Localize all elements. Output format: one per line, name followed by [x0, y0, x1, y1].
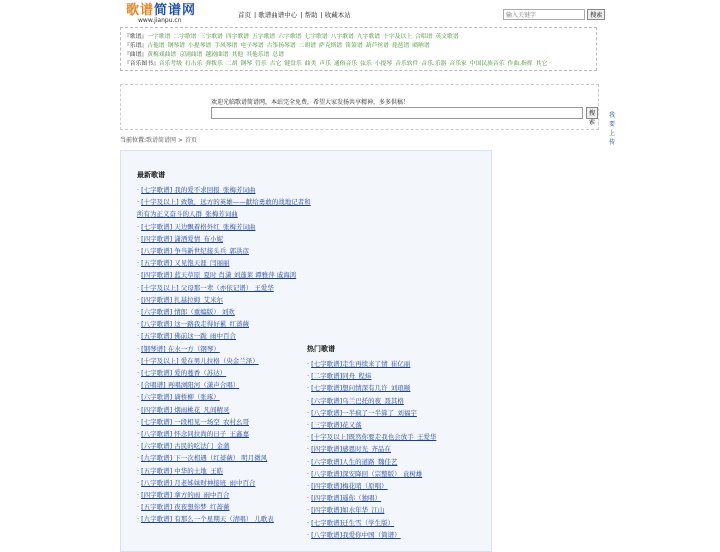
- category-link[interactable]: 钢琴谱: [167, 43, 186, 49]
- list-item: [137, 452, 312, 464]
- score-link[interactable]: [七字歌谱]想问情深有几许_刘琅颐: [311, 384, 411, 393]
- bullet: ·: [137, 503, 140, 512]
- list-item: [307, 480, 487, 492]
- category-link[interactable]: 总谱: [272, 52, 285, 58]
- category-link[interactable]: 小提琴: [374, 61, 393, 67]
- category-box: [120, 27, 597, 71]
- category-row: [124, 60, 593, 69]
- bullet: ·: [137, 283, 140, 292]
- score-link[interactable]: [七字歌谱] 我的爱不求回报_张梅芳词曲: [141, 186, 256, 194]
- category-link[interactable]: 吉他谱: [147, 43, 165, 49]
- score-link[interactable]: [六字歌谱] 古民的吃法门_金蒲: [141, 442, 230, 451]
- bullet: ·: [137, 369, 140, 378]
- list-item: [137, 428, 312, 440]
- score-link[interactable]: [七字歌谱] 天边飘着格外红_张梅芳词曲: [141, 222, 256, 231]
- upload-link[interactable]: 我要上传: [609, 112, 616, 146]
- latest-title: 最新歌谱: [137, 171, 165, 179]
- score-link[interactable]: [二字歌谱]同舟_程炜: [311, 372, 372, 381]
- category-link[interactable]: 九字歌谱: [356, 34, 381, 40]
- score-link[interactable]: [八字歌谱]深安降回（宗整版） 袁树雄: [311, 469, 423, 478]
- bullet: ·: [307, 360, 310, 368]
- list-item: [307, 529, 487, 541]
- list-item: [137, 282, 312, 294]
- category-link[interactable]: 古筝扬琴谱: [266, 43, 296, 49]
- score-link[interactable]: [四字歌谱]遥你（独唱）: [311, 494, 382, 503]
- list-item: [137, 343, 312, 355]
- category-link[interactable]: 键盘乐: [284, 61, 302, 67]
- score-link[interactable]: [十字及以上] 父母那一辈（亦依记谱） 王爱华: [141, 283, 274, 292]
- category-link[interactable]: 手风琴谱: [214, 43, 238, 49]
- score-link[interactable]: [钢琴谱] 在水一方（钢琴）: [141, 344, 220, 353]
- bullet: ·: [137, 186, 140, 194]
- bullet: ·: [137, 478, 140, 487]
- bullet: ·: [137, 356, 140, 365]
- category-link[interactable]: 葫芦丝谱: [365, 43, 389, 49]
- score-link[interactable]: [五字歌谱] 中华的土地_王皓: [141, 466, 223, 475]
- breadcrumb-path[interactable]: 歌谱简谱网 > 首页: [146, 137, 197, 144]
- nav-home[interactable]: 首页: [238, 11, 251, 19]
- category-row: [124, 51, 593, 60]
- category-link[interactable]: 七字歌谱: [304, 34, 328, 40]
- score-link[interactable]: [八字歌谱] 月老姊妹财神接班_雨中百合: [141, 478, 256, 487]
- bullet: ·: [307, 469, 310, 478]
- bullet: ·: [137, 234, 140, 243]
- category-link[interactable]: 电子琴谱: [240, 43, 264, 49]
- score-link[interactable]: [六字歌谱] 情郎（重编版） 刘欢: [141, 308, 235, 317]
- list-item: [137, 513, 312, 525]
- top-search-button[interactable]: 搜索: [587, 9, 605, 20]
- bullet: ·: [137, 344, 140, 353]
- category-link[interactable]: 曲类: [304, 61, 317, 67]
- list-item: [137, 391, 312, 403]
- list-item: [137, 416, 312, 428]
- logo-text-blue: 简谱网: [154, 3, 197, 18]
- score-link[interactable]: [七字歌谱] 一段相见一场空_农村幺哥: [141, 417, 249, 426]
- list-item: [307, 468, 487, 480]
- bullet: ·: [307, 396, 310, 405]
- list-item: [137, 440, 312, 452]
- bullet: ·: [307, 457, 310, 466]
- breadcrumb-label: 当前位置:: [120, 137, 147, 144]
- score-link[interactable]: [五字歌谱] 又见饱天涯_闫丽丽: [141, 259, 230, 268]
- bullet: ·: [137, 222, 140, 231]
- bullet: ·: [137, 259, 140, 268]
- list-item: [137, 367, 312, 379]
- score-link[interactable]: [三字歌谱]花又落: [311, 421, 362, 430]
- bullet: ·: [137, 466, 140, 475]
- score-link[interactable]: [七字歌谱] 爱的蔓香（苏达）: [141, 369, 227, 378]
- category-name: 『乐谱』: [124, 43, 148, 49]
- category-link[interactable]: 其他: [231, 52, 244, 58]
- score-link[interactable]: [八字歌谱] 这一路我走得好累_红蔷薇: [141, 320, 249, 329]
- bullet: ·: [137, 454, 140, 463]
- category-name: 『音乐图书』: [124, 61, 159, 67]
- bullet: ·: [307, 445, 310, 454]
- bullet: ·: [307, 506, 310, 515]
- bullet: ·: [137, 515, 140, 524]
- list-item: [307, 419, 487, 431]
- score-link[interactable]: [九字歌谱] 有那么一个星期天（清唱） 儿歌表: [141, 515, 274, 524]
- welcome-message: 欢迎光临歌谱简谱网，本站完全免费，希望大家发扬共享精神，多多供稿！: [211, 99, 410, 106]
- score-link[interactable]: [九字歌谱] 下一次相遇（红蔷薇） 明月微风: [141, 454, 268, 463]
- category-link[interactable]: 音乐家: [449, 61, 467, 67]
- bullet: ·: [307, 518, 310, 527]
- list-item: [137, 184, 312, 196]
- bullet: ·: [307, 433, 310, 442]
- list-item: [307, 407, 487, 419]
- category-link[interactable]: 十字及以上: [383, 34, 413, 40]
- category-name: 『曲谱』: [124, 52, 148, 58]
- list-item: [137, 355, 312, 367]
- category-link[interactable]: 通俗音乐: [333, 61, 358, 67]
- list-item: [137, 477, 312, 489]
- list-item: [137, 489, 312, 501]
- list-item: [137, 330, 312, 342]
- score-link[interactable]: [四字歌谱] 蓝天草原_夏时 肖潇 刘蓬莱 谭雅萍 戚海鸿: [141, 271, 297, 280]
- score-link[interactable]: [七字歌谱]走生再续来了情_崔亿丽: [311, 360, 411, 368]
- category-link[interactable]: 吉它: [269, 61, 282, 67]
- bullet: ·: [307, 372, 310, 381]
- category-link[interactable]: 打击乐: [185, 61, 203, 67]
- list-item: [137, 233, 312, 245]
- category-link[interactable]: 音乐考级: [158, 61, 182, 67]
- score-link[interactable]: [八字歌谱] 怀念同拉尚的日子_王鑫嘉: [141, 430, 249, 439]
- bullet: ·: [307, 482, 310, 491]
- list-item: [137, 404, 312, 416]
- score-link[interactable]: [十字及以上] 爱在男儿拉格（央金兰泽）: [141, 356, 259, 365]
- category-link[interactable]: 三字歌谱: [199, 34, 223, 40]
- category-link[interactable]: 二字歌谱: [173, 34, 197, 40]
- category-link[interactable]: 四字歌谱: [225, 34, 250, 40]
- list-item: [137, 306, 312, 318]
- logo-url: www.jianpu.cn: [138, 17, 182, 24]
- score-link[interactable]: [八字歌谱]我爱你中国（简谱）: [311, 530, 401, 539]
- bullet: ·: [137, 332, 140, 341]
- hot-title: 热门歌谱: [307, 345, 335, 353]
- bullet: ·: [137, 271, 140, 280]
- category-row: [124, 42, 593, 51]
- bullet: ·: [137, 393, 140, 402]
- top-search-input[interactable]: [503, 9, 585, 20]
- list-item: [137, 245, 312, 257]
- list-item: [137, 257, 312, 269]
- score-link[interactable]: [五字歌谱] 夜夜想你梦_红蔷薇: [141, 503, 230, 512]
- score-link[interactable]: [六字歌谱] 谪桥柳（张琢）: [141, 393, 220, 402]
- score-link[interactable]: [六字歌谱]乌兰巴托的夜_聂其格: [311, 396, 404, 405]
- category-link[interactable]: 一字歌谱: [147, 34, 171, 40]
- list-item: [137, 269, 312, 281]
- category-link[interactable]: 五字歌谱: [252, 34, 276, 40]
- logo-text-orange: 歌谱: [126, 3, 155, 18]
- bullet: ·: [307, 384, 310, 393]
- bullet: ·: [137, 405, 140, 414]
- list-item: [137, 221, 312, 233]
- category-name: 『歌谱』: [124, 34, 148, 40]
- content-panel: [120, 150, 492, 552]
- bullet: ·: [307, 530, 310, 539]
- category-link[interactable]: 管乐: [255, 61, 267, 67]
- score-link[interactable]: [合唱谱] 再唱浏阳河（潇声合唱）: [141, 381, 240, 390]
- category-link[interactable]: 黄梅戏曲谱: [147, 52, 177, 58]
- list-item: [307, 443, 487, 455]
- list-item: [307, 395, 487, 407]
- list-item: [307, 504, 487, 516]
- list-item: [307, 517, 487, 529]
- category-link[interactable]: 越剧曲谱: [205, 52, 229, 58]
- list-item: [137, 465, 312, 477]
- category-link[interactable]: 作曲.指挥: [507, 61, 533, 67]
- category-link[interactable]: 萨克斯谱: [319, 43, 343, 49]
- list-item: [137, 379, 312, 391]
- category-link[interactable]: 八字歌谱: [330, 34, 354, 40]
- category-link[interactable]: 合唱谱: [415, 34, 433, 40]
- latest-scores: [137, 170, 312, 526]
- list-item: [307, 431, 487, 443]
- nav-bookmark[interactable]: 收藏本站: [324, 11, 351, 19]
- bullet: ·: [137, 381, 140, 390]
- category-link[interactable]: 音乐软件: [395, 61, 419, 67]
- hot-list: [307, 358, 487, 541]
- list-item: [137, 196, 312, 220]
- score-link[interactable]: [六字歌谱]人生的道路_魏佳艺: [311, 457, 398, 466]
- list-item: [307, 358, 487, 370]
- main-search-button[interactable]: 搜索: [586, 107, 598, 119]
- category-link[interactable]: 二胡: [225, 61, 238, 67]
- category-link[interactable]: 弦乐: [360, 61, 372, 67]
- bullet: ·: [307, 494, 310, 503]
- main-search-input[interactable]: [211, 107, 583, 119]
- category-link[interactable]: 琵琶谱: [391, 43, 410, 49]
- list-item: [137, 318, 312, 330]
- list-item: [307, 492, 487, 504]
- category-link[interactable]: 笛箫谱: [345, 43, 363, 49]
- site-logo[interactable]: [126, 4, 196, 24]
- list-item: [307, 382, 487, 394]
- score-link[interactable]: [七字歌谱]迁生雪（学生版）: [311, 518, 395, 527]
- bullet: ·: [137, 308, 140, 317]
- header: [0, 0, 720, 24]
- bullet: ·: [137, 417, 140, 426]
- category-link[interactable]: 小提琴谱: [188, 43, 212, 49]
- score-link[interactable]: [四字歌谱] 潇洒爱情_布小妮: [141, 234, 223, 243]
- latest-list: [137, 184, 312, 526]
- category-link[interactable]: 钢琴: [240, 61, 253, 67]
- score-link[interactable]: [十字及以上] 致敬，远方的英雄——献给勇敢的战地记者和所有为正义奋斗的人群_张梅芳词曲: [137, 198, 311, 219]
- bullet: ·: [137, 198, 140, 207]
- category-row: [124, 33, 593, 42]
- category-link[interactable]: 声乐: [319, 61, 331, 67]
- category-link[interactable]: 音乐.乐器: [421, 61, 447, 67]
- score-link[interactable]: [八字歌谱] 争当新世纪接头兵_郭洪彦: [141, 247, 249, 256]
- score-link[interactable]: [四字歌谱] 烟雨桃花_凡间精灵: [141, 405, 230, 414]
- list-item: [137, 501, 312, 513]
- top-search: [503, 9, 605, 20]
- category-link[interactable]: 其它: [535, 61, 548, 67]
- bullet: ·: [307, 408, 310, 417]
- hot-scores: [307, 344, 487, 541]
- score-link[interactable]: [五字歌谱] 佛前这一跪_雨中百合: [141, 332, 236, 341]
- list-item: [307, 456, 487, 468]
- category-link[interactable]: 英文歌谱: [435, 34, 459, 40]
- category-link[interactable]: 六字歌谱: [278, 34, 302, 40]
- score-link[interactable]: [四字歌谱] 扎基拉姆_艾米尔: [141, 295, 223, 304]
- list-item: [137, 294, 312, 306]
- score-link[interactable]: [四字歌谱]梅花哨（原唱）: [311, 482, 388, 491]
- score-link[interactable]: [十字及以上]既然你要走我也会放手_王爱华: [311, 433, 437, 442]
- score-link[interactable]: [四字歌谱]如水年华_江山: [311, 506, 385, 515]
- category-link[interactable]: 中国民族音乐: [469, 61, 505, 67]
- score-link[interactable]: [四字歌谱]感恩时光_齐品在: [311, 445, 391, 454]
- list-item: [307, 370, 487, 382]
- score-link[interactable]: [八字歌谱]一半疯了一半算了_刘福宇: [311, 408, 417, 417]
- category-link[interactable]: 唢呐谱: [412, 43, 430, 49]
- bullet: ·: [137, 491, 140, 500]
- nav-score-center[interactable]: 歌谱曲谱中心: [258, 11, 298, 19]
- category-link[interactable]: 弹拨乐: [205, 61, 223, 67]
- category-link[interactable]: 二胡谱: [298, 43, 317, 49]
- bullet: ·: [137, 320, 140, 329]
- top-nav: 首页 | 歌谱曲谱中心 | 帮助 | 收藏本站: [238, 11, 351, 19]
- score-link[interactable]: [四字歌谱] 拿方的雨_雨中百合: [141, 491, 230, 500]
- category-link[interactable]: 京剧曲谱: [179, 52, 203, 58]
- bullet: ·: [307, 421, 310, 430]
- bullet: ·: [137, 442, 140, 451]
- bullet: ·: [137, 430, 140, 439]
- bullet: ·: [137, 247, 140, 256]
- nav-help[interactable]: 帮助: [304, 11, 318, 19]
- bullet: ·: [137, 295, 140, 304]
- breadcrumb: [120, 135, 197, 144]
- category-link[interactable]: 其他乐谱: [246, 52, 270, 58]
